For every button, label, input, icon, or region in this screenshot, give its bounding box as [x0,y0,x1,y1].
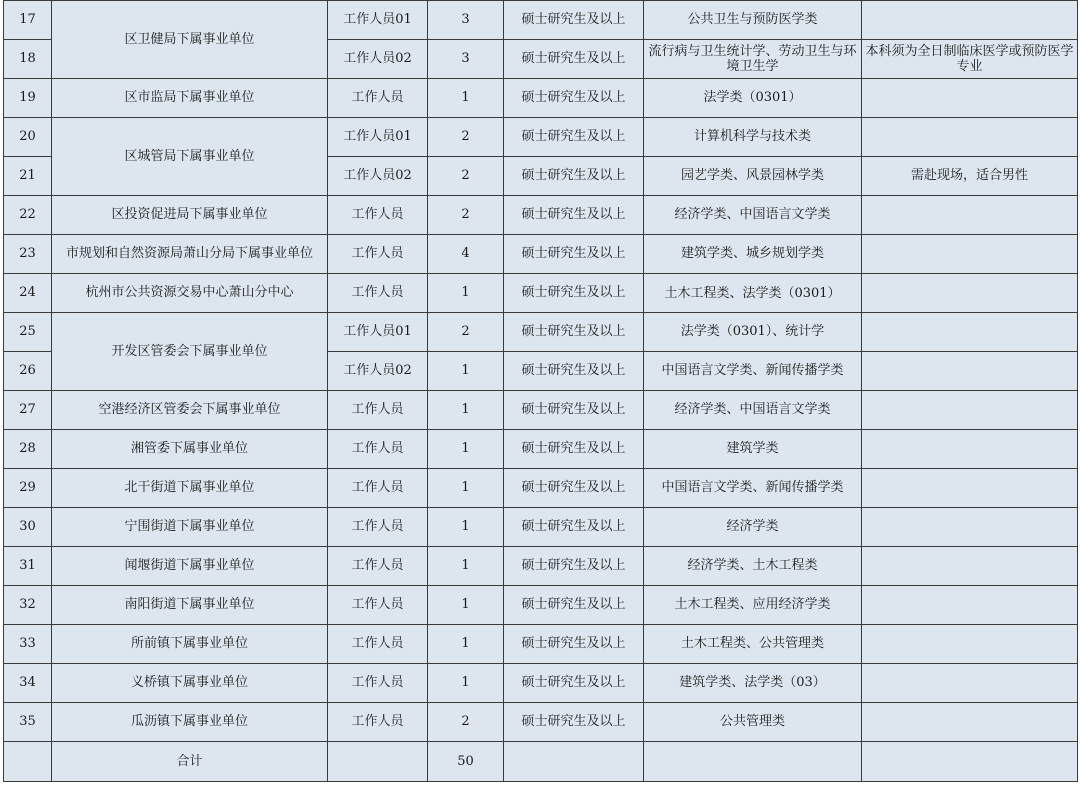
unit-cell: 闻堰街道下属事业单位 [52,547,328,586]
count-cell: 1 [428,391,504,430]
note-cell [862,664,1078,703]
note-cell [862,625,1078,664]
major-cell: 土木工程类、公共管理类 [644,625,862,664]
position-cell: 工作人员02 [328,40,428,79]
row-number-cell: 24 [4,274,52,313]
education-cell: 硕士研究生及以上 [504,586,644,625]
row-number-cell: 18 [4,40,52,79]
table-row [4,391,1078,430]
education-cell: 硕士研究生及以上 [504,79,644,118]
major-cell: 流行病与卫生统计学、劳动卫生与环境卫生学 [644,40,862,79]
total-education-cell [504,742,644,782]
major-cell: 园艺学类、风景园林学类 [644,157,862,196]
position-cell: 工作人员 [328,79,428,118]
total-number-cell [4,742,52,782]
education-cell: 硕士研究生及以上 [504,664,644,703]
count-cell: 1 [428,430,504,469]
unit-cell: 所前镇下属事业单位 [52,625,328,664]
count-cell: 2 [428,196,504,235]
major-cell: 中国语言文学类、新闻传播学类 [644,469,862,508]
position-cell: 工作人员 [328,274,428,313]
major-cell: 土木工程类、应用经济学类 [644,586,862,625]
count-cell: 1 [428,274,504,313]
table-row [4,79,1078,118]
major-cell: 经济学类、中国语言文学类 [644,391,862,430]
row-number-cell: 27 [4,391,52,430]
major-cell: 公共管理类 [644,703,862,742]
major-cell: 计算机科学与技术类 [644,118,862,157]
count-cell: 2 [428,313,504,352]
note-cell [862,547,1078,586]
row-number-cell: 23 [4,235,52,274]
education-cell: 硕士研究生及以上 [504,508,644,547]
count-cell: 1 [428,625,504,664]
count-cell: 2 [428,703,504,742]
major-cell: 公共卫生与预防医学类 [644,1,862,40]
table-row [4,703,1078,742]
count-cell: 1 [428,586,504,625]
row-number-cell: 30 [4,508,52,547]
major-cell: 中国语言文学类、新闻传播学类 [644,352,862,391]
count-cell: 1 [428,352,504,391]
unit-cell: 北干街道下属事业单位 [52,469,328,508]
table-row [4,118,1078,157]
row-number-cell: 17 [4,1,52,40]
row-number-cell: 33 [4,625,52,664]
row-number-cell: 20 [4,118,52,157]
education-cell: 硕士研究生及以上 [504,703,644,742]
count-cell: 1 [428,469,504,508]
position-cell: 工作人员 [328,469,428,508]
education-cell: 硕士研究生及以上 [504,547,644,586]
table-row [4,586,1078,625]
unit-cell: 义桥镇下属事业单位 [52,664,328,703]
table-row [4,664,1078,703]
note-cell [862,469,1078,508]
table-row [4,196,1078,235]
table-row [4,625,1078,664]
note-cell [862,313,1078,352]
major-cell: 法学类（0301）、统计学 [644,313,862,352]
unit-cell: 区投资促进局下属事业单位 [52,196,328,235]
position-cell: 工作人员 [328,508,428,547]
education-cell: 硕士研究生及以上 [504,235,644,274]
total-row [4,742,1078,782]
row-number-cell: 28 [4,430,52,469]
table-body [4,1,1078,782]
position-cell: 工作人员02 [328,157,428,196]
unit-cell: 区城管局下属事业单位 [52,118,328,196]
note-cell [862,235,1078,274]
note-cell [862,391,1078,430]
position-cell: 工作人员01 [328,1,428,40]
education-cell: 硕士研究生及以上 [504,625,644,664]
note-cell [862,274,1078,313]
table-row [4,508,1078,547]
unit-cell: 开发区管委会下属事业单位 [52,313,328,391]
table-row [4,430,1078,469]
table-row [4,469,1078,508]
unit-cell: 湘管委下属事业单位 [52,430,328,469]
major-cell: 经济学类 [644,508,862,547]
education-cell: 硕士研究生及以上 [504,157,644,196]
recruitment-table [3,0,1078,782]
note-cell [862,430,1078,469]
education-cell: 硕士研究生及以上 [504,1,644,40]
education-cell: 硕士研究生及以上 [504,40,644,79]
education-cell: 硕士研究生及以上 [504,274,644,313]
table-row [4,547,1078,586]
major-cell: 建筑学类 [644,430,862,469]
note-cell: 本科须为全日制临床医学或预防医学专业 [862,40,1078,79]
note-cell [862,79,1078,118]
note-cell: 需赴现场，适合男性 [862,157,1078,196]
count-cell: 2 [428,118,504,157]
table-row [4,313,1078,352]
unit-cell: 空港经济区管委会下属事业单位 [52,391,328,430]
unit-cell: 南阳街道下属事业单位 [52,586,328,625]
education-cell: 硕士研究生及以上 [504,469,644,508]
count-cell: 4 [428,235,504,274]
education-cell: 硕士研究生及以上 [504,196,644,235]
note-cell [862,352,1078,391]
position-cell: 工作人员 [328,664,428,703]
position-cell: 工作人员 [328,586,428,625]
total-label-cell: 合计 [52,742,328,782]
position-cell: 工作人员01 [328,118,428,157]
count-cell: 1 [428,79,504,118]
total-note-cell [862,742,1078,782]
row-number-cell: 29 [4,469,52,508]
major-cell: 建筑学类、法学类（03） [644,664,862,703]
count-cell: 2 [428,157,504,196]
education-cell: 硕士研究生及以上 [504,118,644,157]
row-number-cell: 26 [4,352,52,391]
major-cell: 法学类（0301） [644,79,862,118]
note-cell [862,703,1078,742]
table-row [4,235,1078,274]
row-number-cell: 22 [4,196,52,235]
major-cell: 建筑学类、城乡规划学类 [644,235,862,274]
count-cell: 1 [428,664,504,703]
unit-cell: 区市监局下属事业单位 [52,79,328,118]
education-cell: 硕士研究生及以上 [504,313,644,352]
education-cell: 硕士研究生及以上 [504,352,644,391]
position-cell: 工作人员 [328,391,428,430]
unit-cell: 瓜沥镇下属事业单位 [52,703,328,742]
count-cell: 1 [428,508,504,547]
unit-cell: 区卫健局下属事业单位 [52,1,328,79]
count-cell: 3 [428,40,504,79]
position-cell: 工作人员 [328,625,428,664]
note-cell [862,508,1078,547]
row-number-cell: 21 [4,157,52,196]
position-cell: 工作人员 [328,196,428,235]
position-cell: 工作人员02 [328,352,428,391]
position-cell: 工作人员01 [328,313,428,352]
table-row [4,274,1078,313]
total-count-cell: 50 [428,742,504,782]
row-number-cell: 19 [4,79,52,118]
row-number-cell: 34 [4,664,52,703]
row-number-cell: 25 [4,313,52,352]
education-cell: 硕士研究生及以上 [504,430,644,469]
total-major-cell [644,742,862,782]
unit-cell: 宁围街道下属事业单位 [52,508,328,547]
position-cell: 工作人员 [328,430,428,469]
table-row [4,1,1078,40]
unit-cell: 市规划和自然资源局萧山分局下属事业单位 [52,235,328,274]
major-cell: 经济学类、土木工程类 [644,547,862,586]
row-number-cell: 31 [4,547,52,586]
count-cell: 1 [428,547,504,586]
total-position-cell [328,742,428,782]
note-cell [862,118,1078,157]
position-cell: 工作人员 [328,703,428,742]
note-cell [862,1,1078,40]
position-cell: 工作人员 [328,547,428,586]
note-cell [862,196,1078,235]
position-cell: 工作人员 [328,235,428,274]
note-cell [862,586,1078,625]
row-number-cell: 32 [4,586,52,625]
education-cell: 硕士研究生及以上 [504,391,644,430]
count-cell: 3 [428,1,504,40]
major-cell: 土木工程类、法学类（0301） [644,274,862,313]
major-cell: 经济学类、中国语言文学类 [644,196,862,235]
row-number-cell: 35 [4,703,52,742]
unit-cell: 杭州市公共资源交易中心萧山分中心 [52,274,328,313]
